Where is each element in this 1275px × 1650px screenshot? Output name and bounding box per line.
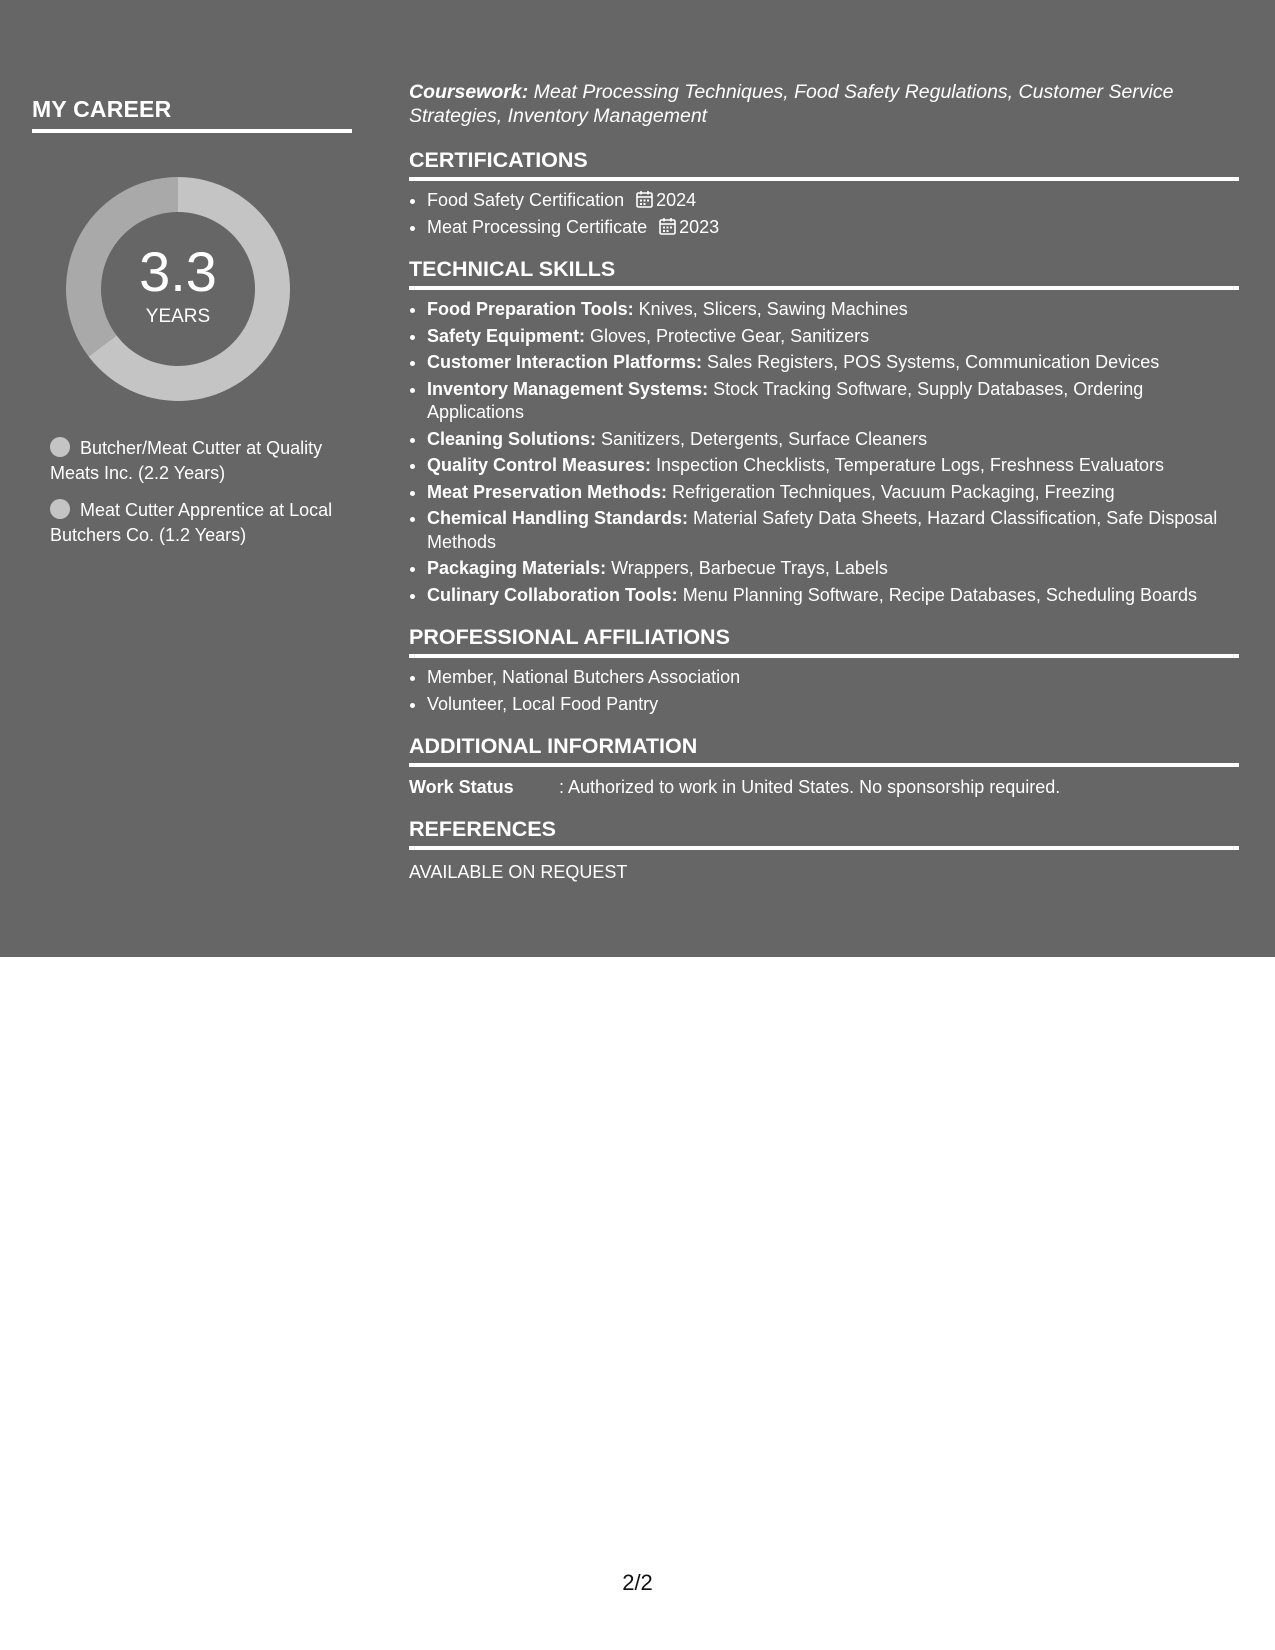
main-content bbox=[409, 80, 1239, 883]
skill-text: Knives, Slicers, Sawing Machines bbox=[633, 299, 908, 319]
skill-label: Food Preparation Tools: bbox=[427, 299, 634, 319]
total-years-unit: YEARS bbox=[145, 306, 211, 327]
career-sidebar bbox=[32, 96, 352, 545]
certification-year: 2024 bbox=[656, 190, 697, 210]
skill-text: Material Safety Data Sheets, Hazard Classification, Safe Disposal Methods bbox=[427, 508, 1218, 552]
skill-item bbox=[427, 454, 1239, 478]
skill-text: Inspection Checklists, Temperature Logs, Freshness Evaluators bbox=[651, 455, 1164, 475]
skill-label: Safety Equipment: bbox=[427, 325, 586, 346]
skills-heading: TECHNICAL SKILLS bbox=[409, 257, 1239, 290]
skill-item bbox=[427, 584, 1239, 608]
legend-label: Meat Cutter Apprentice at Local Butchers Co. (1.2 Years) bbox=[50, 500, 333, 545]
skill-text: Menu Planning Software, Recipe Databases, Scheduling Boards bbox=[677, 584, 1197, 605]
skill-label: Customer Interaction Platforms: bbox=[427, 352, 703, 372]
legend-item bbox=[50, 436, 350, 486]
skill-item bbox=[427, 481, 1239, 505]
certifications-list bbox=[409, 189, 1239, 239]
certification-name: Meat Processing Certificate bbox=[427, 216, 648, 237]
legend-item bbox=[50, 498, 350, 548]
skill-item bbox=[427, 298, 1239, 322]
career-heading: MY CAREER bbox=[32, 96, 352, 133]
skill-text: Sanitizers, Detergents, Surface Cleaners bbox=[596, 428, 928, 449]
certification-item bbox=[427, 216, 1239, 240]
legend-label: Butcher/Meat Cutter at Quality Meats Inc. (2.2 Years) bbox=[50, 438, 323, 483]
coursework-text: Meat Processing Techniques, Food Safety Regulations, Customer Service Strategies, Inventory Management bbox=[409, 81, 1174, 127]
skill-text: Wrappers, Barbecue Trays, Labels bbox=[606, 558, 888, 578]
skill-label: Cleaning Solutions: bbox=[427, 428, 596, 449]
certification-name: Food Safety Certification bbox=[427, 190, 625, 210]
coursework-label: Coursework: bbox=[409, 81, 529, 103]
skill-label: Quality Control Measures: bbox=[427, 455, 652, 475]
skill-item bbox=[427, 378, 1239, 425]
affiliation-item: • Volunteer, Local Food Pantry bbox=[427, 693, 1239, 717]
skills-list bbox=[409, 298, 1239, 607]
legend-dot-icon bbox=[50, 499, 70, 519]
skill-item bbox=[427, 351, 1239, 375]
affiliations-list bbox=[409, 666, 1239, 716]
skill-label: Culinary Collaboration Tools: bbox=[427, 584, 678, 605]
donut-center bbox=[66, 177, 290, 401]
skill-label: Inventory Management Systems: bbox=[427, 378, 709, 399]
skill-item bbox=[427, 557, 1239, 581]
coursework bbox=[409, 80, 1239, 128]
additional-info-heading: ADDITIONAL INFORMATION bbox=[409, 734, 1239, 767]
calendar-icon bbox=[636, 190, 653, 208]
references-text: AVAILABLE ON REQUEST bbox=[409, 862, 628, 882]
total-years-value: 3.3 bbox=[139, 240, 217, 303]
work-status-label: Work Status bbox=[409, 777, 514, 797]
career-years-donut bbox=[66, 177, 290, 401]
certifications-heading: CERTIFICATIONS bbox=[409, 148, 1239, 181]
skill-item bbox=[427, 507, 1239, 554]
skill-item bbox=[427, 428, 1239, 452]
skill-text: Gloves, Protective Gear, Sanitizers bbox=[585, 325, 870, 346]
references-heading: REFERENCES bbox=[409, 817, 1239, 850]
certification-year: 2023 bbox=[679, 216, 720, 237]
skill-label: Chemical Handling Standards: bbox=[427, 508, 689, 528]
skill-text: Stock Tracking Software, Supply Databases, Ordering Applications bbox=[427, 378, 1144, 422]
skill-text: Sales Registers, POS Systems, Communication Devices bbox=[702, 352, 1160, 372]
affiliation-item: • Member, National Butchers Association bbox=[427, 666, 1239, 690]
certification-item bbox=[427, 189, 1239, 213]
career-legend bbox=[50, 436, 350, 560]
work-status-value: : Authorized to work in United States. No sponsorship required. bbox=[559, 777, 1061, 797]
affiliations-heading: PROFESSIONAL AFFILIATIONS bbox=[409, 625, 1239, 658]
skill-item bbox=[427, 325, 1239, 349]
skill-label: Meat Preservation Methods: bbox=[427, 481, 668, 502]
legend-dot-icon bbox=[50, 437, 70, 457]
work-status-row bbox=[409, 775, 1239, 799]
calendar-icon bbox=[659, 217, 676, 235]
skill-text: Refrigeration Techniques, Vacuum Packaging, Freezing bbox=[667, 481, 1115, 502]
skill-label: Packaging Materials: bbox=[427, 558, 607, 578]
page-number: 2/2 bbox=[622, 1570, 653, 1595]
